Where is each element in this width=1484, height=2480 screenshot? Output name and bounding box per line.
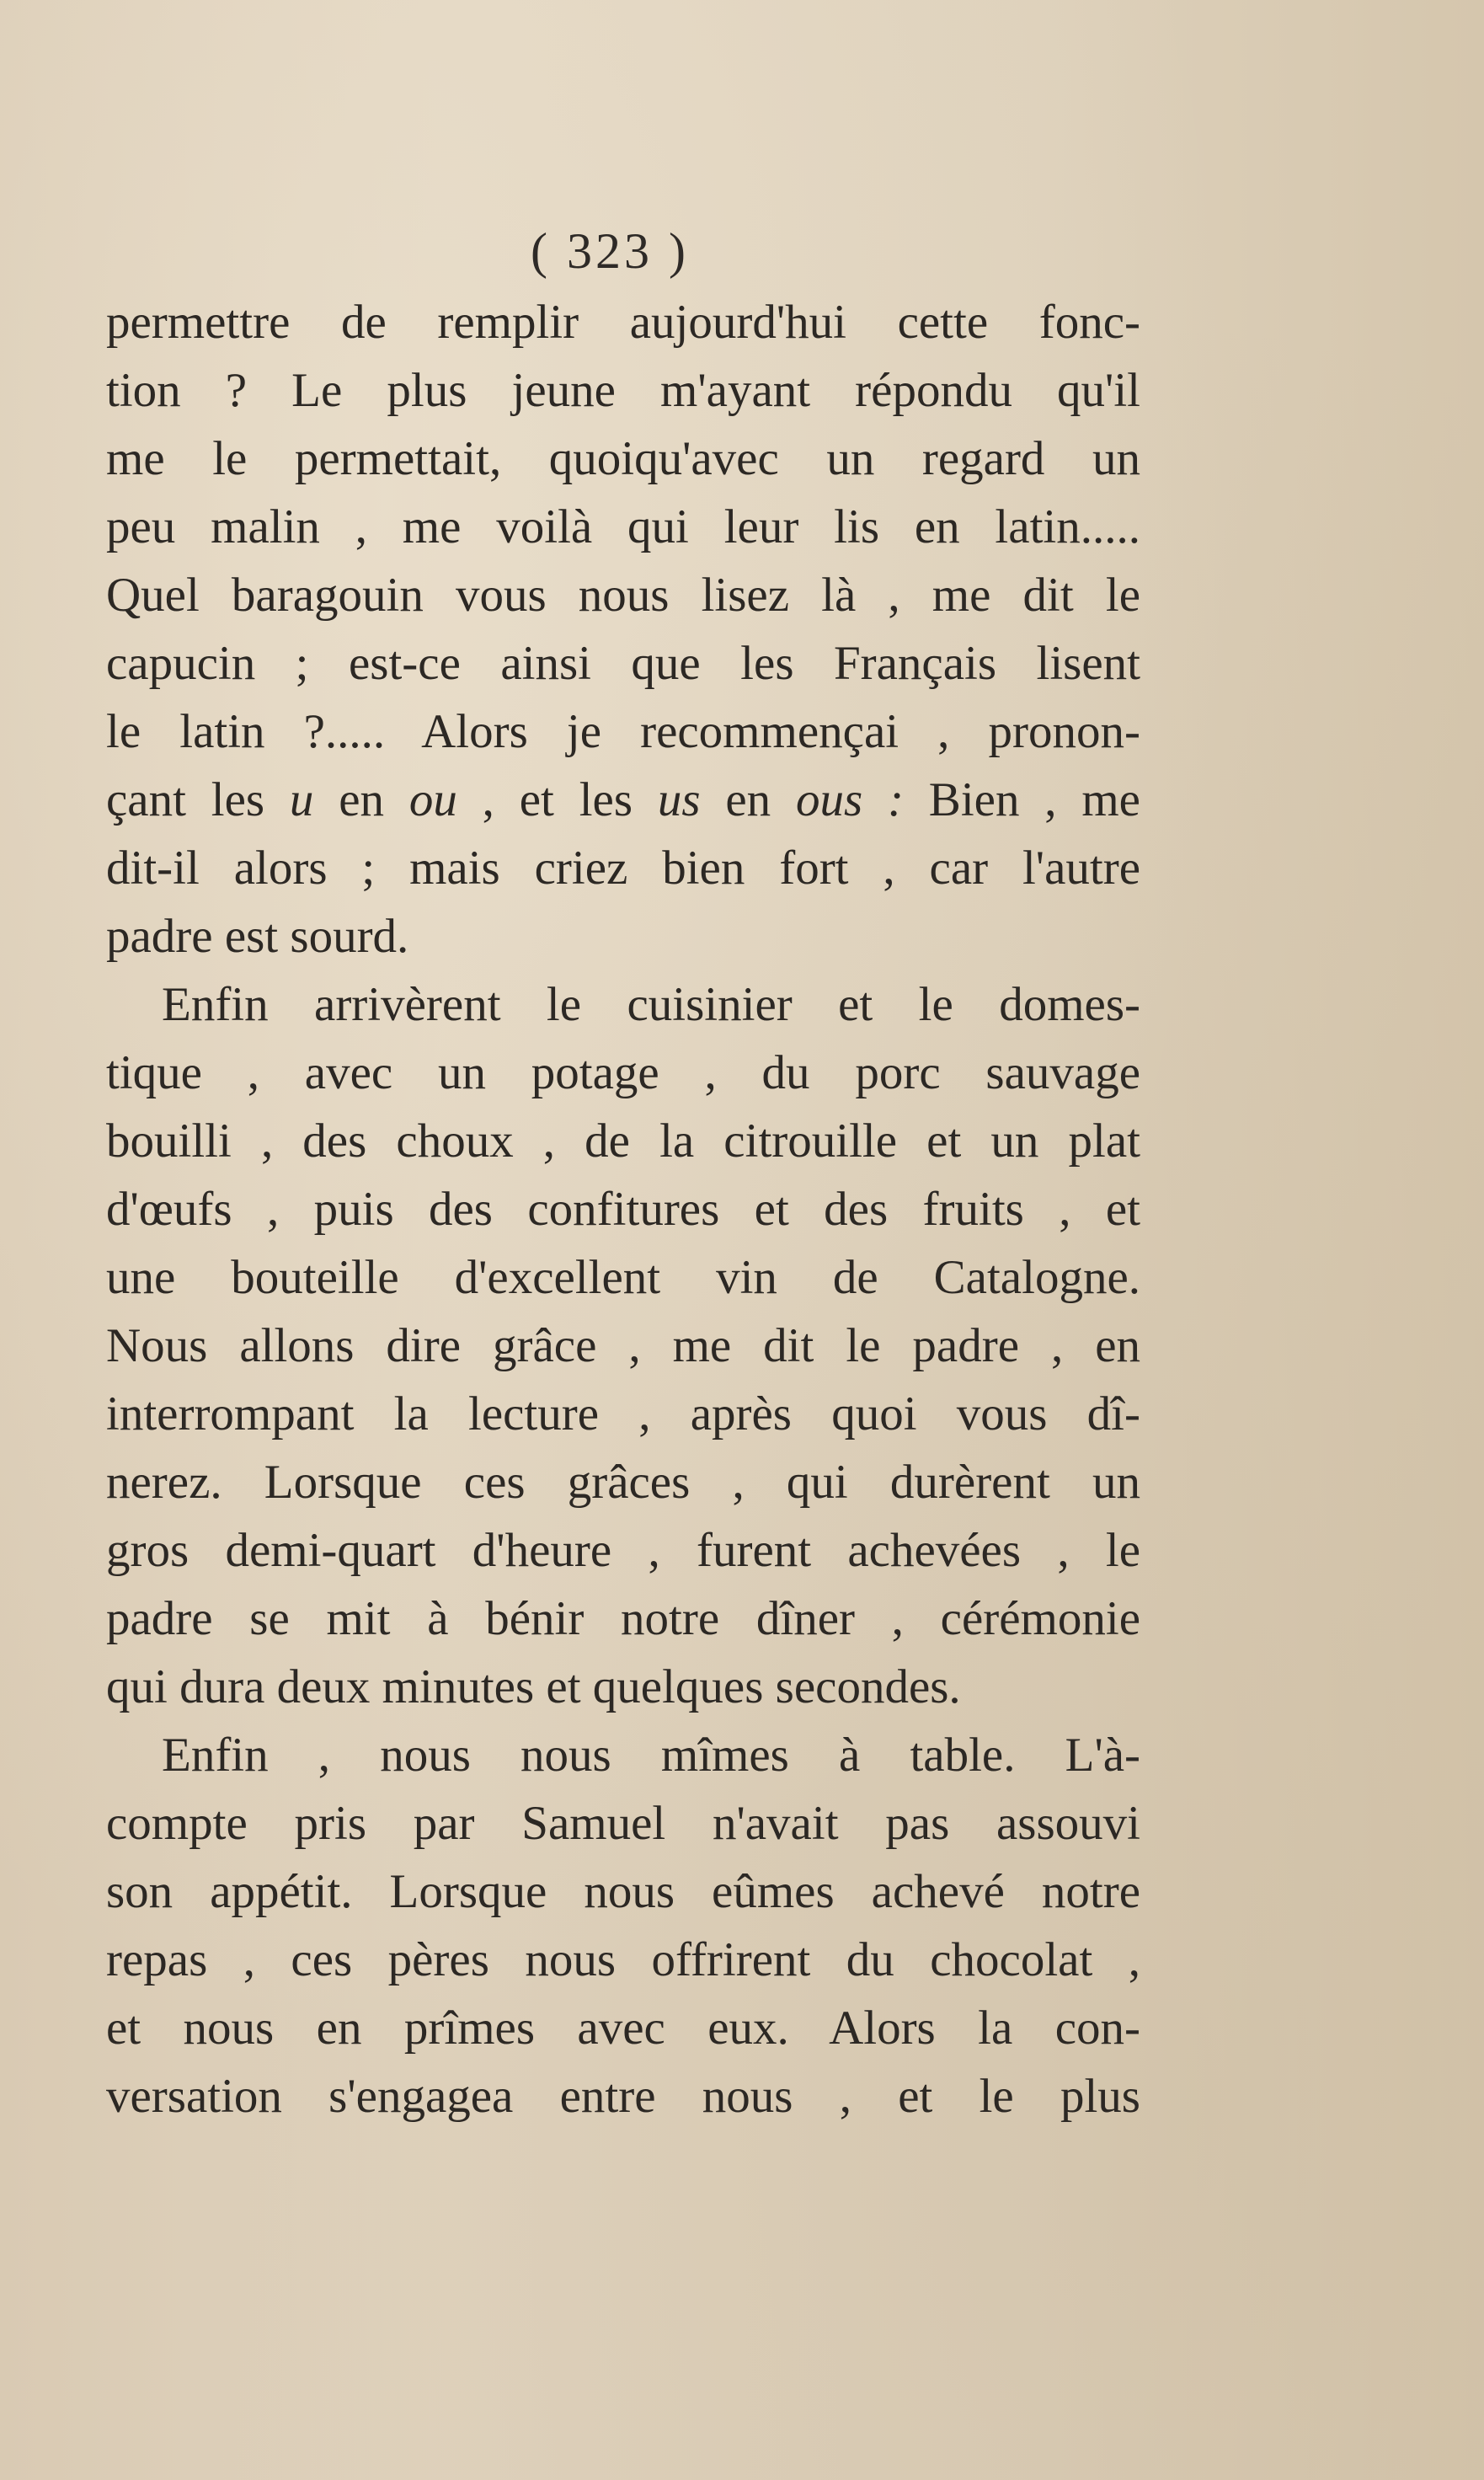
- text-line: bouilli , des choux , de la citrouille et un plat: [106, 1114, 1140, 1168]
- italic-text: u: [289, 773, 314, 826]
- text-line: d'œufs , puis des confitures et des fruits , et: [106, 1183, 1140, 1236]
- text-segment: en: [700, 773, 796, 826]
- text-line: versation s'engagea entre nous , et le plus: [106, 2070, 1140, 2123]
- text-line: interrompant la lecture , après quoi vous dî-: [106, 1387, 1140, 1440]
- text-line: Enfin arrivèrent le cuisinier et le domes-: [162, 978, 1140, 1031]
- text-line: le latin ?..... Alors je recommençai , pronon-: [106, 705, 1140, 758]
- text-line: permettre de remplir aujourd'hui cette fonc-: [106, 296, 1140, 349]
- text-line: me le permettait, quoiqu'avec un regard un: [106, 432, 1140, 485]
- text-line: Nous allons dire grâce , me dit le padre , en: [106, 1319, 1140, 1372]
- text-line: et nous en prîmes avec eux. Alors la con-: [106, 2002, 1140, 2055]
- text-line: compte pris par Samuel n'avait pas assouvi: [106, 1797, 1140, 1850]
- italic-text: ou: [408, 773, 457, 826]
- italic-text: us: [657, 773, 701, 826]
- text-line: son appétit. Lorsque nous eûmes achevé notre: [106, 1865, 1140, 1918]
- text-segment: Bien , me: [903, 773, 1140, 826]
- text-line: padre est sourd.: [106, 910, 409, 963]
- page-number: ( 323 ): [531, 223, 689, 279]
- text-segment: en: [313, 773, 409, 826]
- text-line: Quel baragouin vous nous lisez là , me dit le: [106, 569, 1140, 622]
- text-line: peu malin , me voilà qui leur lis en latin.....: [106, 500, 1140, 553]
- text-line: capucin ; est-ce ainsi que les Français lisent: [106, 637, 1140, 690]
- text-line: [106, 766, 1140, 834]
- text-line: repas , ces pères nous offrirent du chocolat ,: [106, 1933, 1140, 1986]
- text-line: qui dura deux minutes et quelques secondes.: [106, 1660, 961, 1713]
- text-line: padre se mit à bénir notre dîner , cérémonie: [106, 1592, 1140, 1645]
- text-line: gros demi-quart d'heure , furent achevées , le: [106, 1524, 1140, 1577]
- text-line: une bouteille d'excellent vin de Catalogne.: [106, 1251, 1140, 1304]
- text-line: nerez. Lorsque ces grâces , qui durèrent un: [106, 1456, 1140, 1509]
- text-segment: , et les: [456, 773, 658, 826]
- body-text: [106, 288, 1140, 2130]
- text-segment: çant les: [106, 773, 290, 826]
- text-line: dit-il alors ; mais criez bien fort , car l'autre: [106, 842, 1140, 895]
- italic-text: ous :: [796, 773, 904, 826]
- text-line: Enfin , nous nous mîmes à table. L'à-: [162, 1729, 1140, 1782]
- text-line: tion ? Le plus jeune m'ayant répondu qu'il: [106, 364, 1140, 417]
- text-line: tique , avec un potage , du porc sauvage: [106, 1046, 1140, 1099]
